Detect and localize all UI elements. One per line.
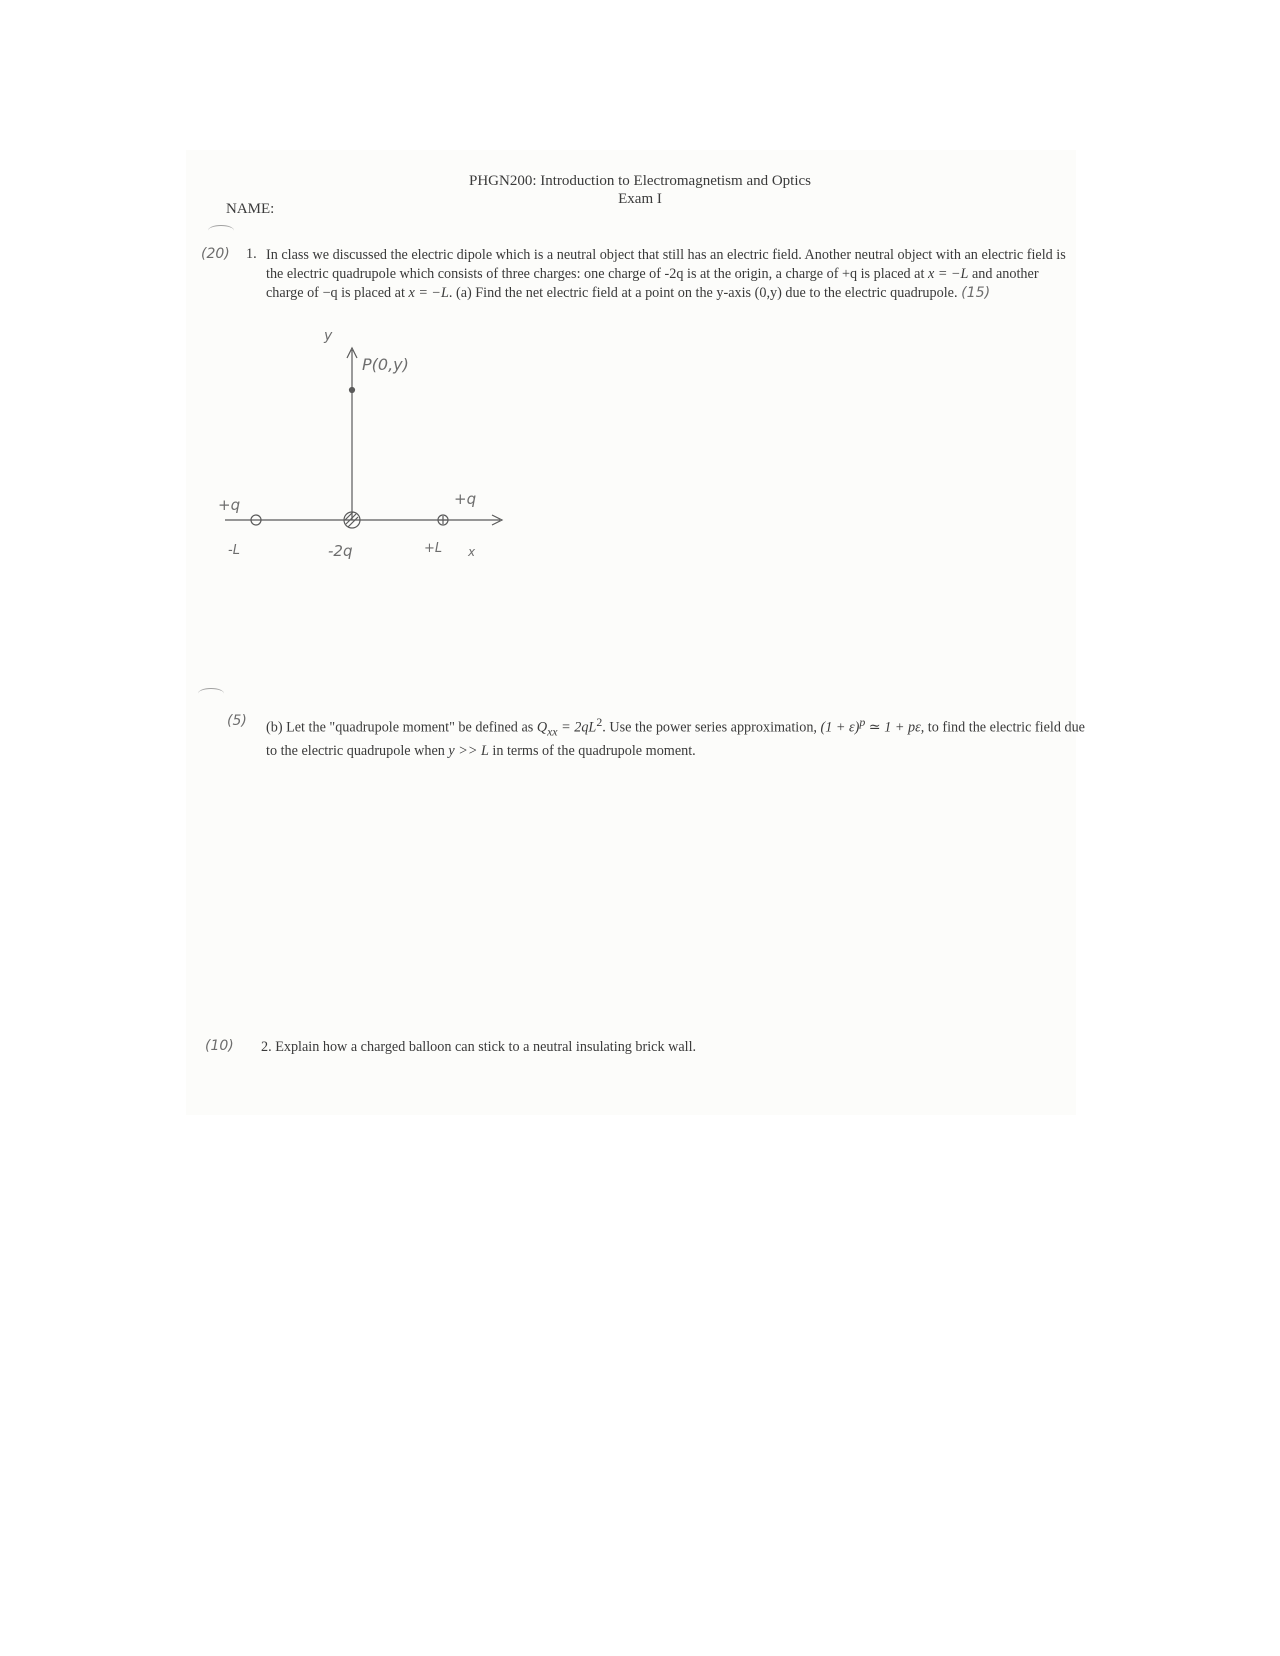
center-charge-label: -2q: [328, 542, 353, 560]
q1b-math-3: y >> L: [448, 742, 489, 759]
q1b-text-3: , to find the electric field due to the electric quadrupole when: [266, 719, 1085, 759]
right-position-label: +L: [424, 541, 443, 556]
q1-points: (20): [201, 246, 230, 262]
q1-text-2: and another charge of −q is placed at: [266, 266, 1039, 301]
q2-number: 2.: [261, 1039, 272, 1055]
q1-part-a-points: (15): [961, 285, 991, 301]
right-charge-label: +q: [454, 490, 477, 508]
left-position-label: -L: [228, 543, 240, 558]
q2-points: (10): [205, 1038, 234, 1054]
q1b-math-2b: ≃ 1 + pε: [865, 719, 921, 736]
q2-body: Explain how a charged balloon can stick to a neutral insulating brick wall.: [275, 1039, 697, 1055]
pencil-tick-mark-2: [198, 688, 224, 699]
q1-text-1: In class we discussed the electric dipole which is a neutral object that still has an electric field. Another neutral object with an electric field is the electric quadrupole which consists of three charges: one charge of -2q is at the origin, a charge of +q is placed at: [266, 247, 1066, 282]
q1b-math-1-sub: xx: [547, 724, 558, 739]
q1-part-a-text: [266, 246, 1066, 303]
q1b-math-1-sup: 2: [596, 715, 603, 729]
pencil-tick-mark: [208, 225, 234, 236]
name-label: NAME:: [226, 201, 275, 217]
q1b-math-1b: = 2qL: [557, 719, 597, 736]
q1-math-2: x = −L: [408, 285, 449, 301]
quadrupole-diagram: [200, 330, 530, 580]
point-p-dot: [350, 388, 355, 393]
q2-text: [261, 1038, 961, 1057]
q1-text-3: . (a) Find the net electric field at a point on the y-axis (0,y) due to the electric quadrupole.: [448, 285, 958, 301]
y-axis-label: y: [324, 330, 333, 344]
q1b-text-1: (b) Let the "quadrupole moment" be defined as: [266, 719, 537, 736]
point-p-label: P(0,y): [362, 355, 409, 374]
center-charge-hatch-2: [348, 517, 358, 527]
q1-part-b-points: (5): [227, 713, 247, 729]
x-axis-label: x: [468, 545, 476, 559]
q1b-text-4: in terms of the quadrupole moment.: [488, 742, 696, 759]
center-charge-hatch-1: [346, 514, 356, 524]
q1b-text-2: . Use the power series approximation,: [602, 719, 821, 736]
q1-math-1: x = −L: [927, 266, 969, 282]
q1b-math-1: Q: [536, 719, 548, 736]
q1-number: 1.: [246, 246, 257, 262]
exam-subtitle: Exam I: [618, 191, 662, 207]
q1b-math-2-sup: p: [859, 715, 866, 729]
course-title: PHGN200: Introduction to Electromagnetism and Optics: [468, 173, 812, 189]
q1b-math-2: (1 + ε): [820, 719, 860, 736]
left-charge-label: +q: [218, 496, 241, 514]
q1-part-b-text: [266, 713, 1086, 761]
